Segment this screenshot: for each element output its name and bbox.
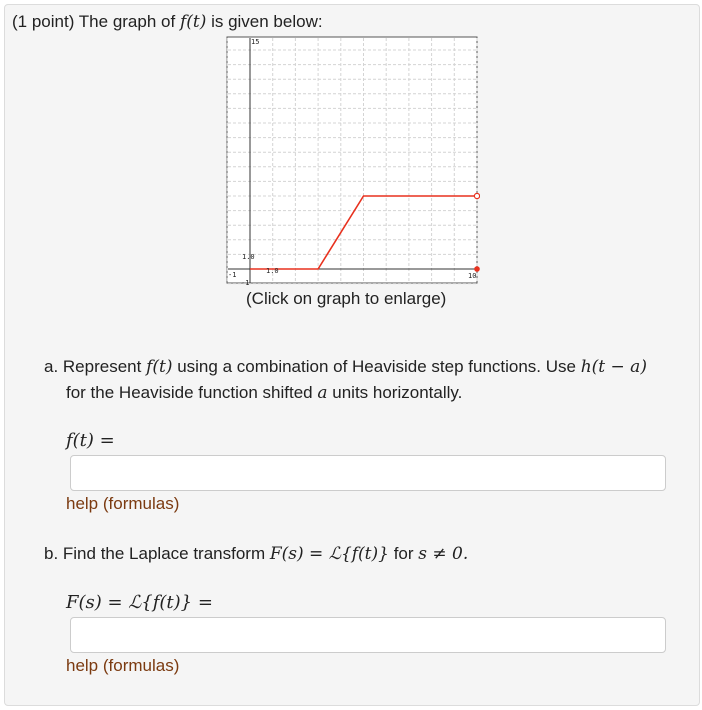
points-label: (1 point) — [12, 12, 75, 31]
help-formulas-link-b[interactable]: help (formulas) — [66, 656, 180, 675]
part-a-line2-end: units horizontally. — [332, 383, 463, 402]
f-answer-input[interactable] — [70, 455, 666, 491]
s-condition: s ≠ 0. — [418, 544, 469, 564]
part-b-question — [44, 541, 684, 567]
x-right-tick-label: 10 — [468, 272, 477, 280]
part-a-line-2 — [44, 380, 684, 406]
part-a-question — [44, 354, 684, 406]
part-a-instruction: using a combination of Heaviside step functions. Use — [177, 357, 576, 376]
graph-canvas[interactable] — [225, 35, 480, 287]
y-top-tick-label: 15 — [251, 38, 260, 46]
F-answer-label: F(s) = ℒ{f(t)} = — [66, 592, 213, 613]
function-graph[interactable] — [225, 35, 480, 287]
open-endpoint — [474, 193, 479, 198]
graph-frame — [227, 37, 477, 283]
F-answer-input[interactable] — [70, 617, 666, 653]
intro-text: The graph of — [78, 12, 176, 31]
y-one-tick-label: 1.0 — [242, 253, 255, 261]
shift-variable: a — [317, 383, 328, 403]
closed-endpoint — [474, 266, 480, 272]
part-b-for: for — [393, 544, 414, 563]
graph-caption[interactable]: (Click on graph to enlarge) — [246, 289, 447, 308]
part-a-line2-start: for the Heaviside function shifted — [66, 383, 313, 402]
help-formulas-link-a[interactable]: help (formulas) — [66, 494, 180, 513]
f-answer-label: f(t) = — [66, 430, 115, 451]
intro-text-end: is given below: — [211, 12, 323, 31]
part-a-prefix: a. Represent — [44, 357, 142, 376]
part-a-function: f(t) — [146, 357, 173, 377]
x-left-tick-label: -1 — [228, 271, 237, 279]
problem-statement — [12, 12, 323, 32]
heaviside-notation: h(t − a) — [580, 357, 647, 377]
part-a-line-1 — [44, 354, 684, 380]
laplace-transform-expr: F(s) = ℒ{f(t)} — [269, 544, 389, 564]
x-one-tick-label: 1.0 — [266, 267, 279, 275]
y-bottom-tick-label: -1 — [241, 279, 250, 287]
function-symbol: f(t) — [179, 12, 207, 32]
part-b-prefix: b. Find the Laplace transform — [44, 544, 266, 563]
